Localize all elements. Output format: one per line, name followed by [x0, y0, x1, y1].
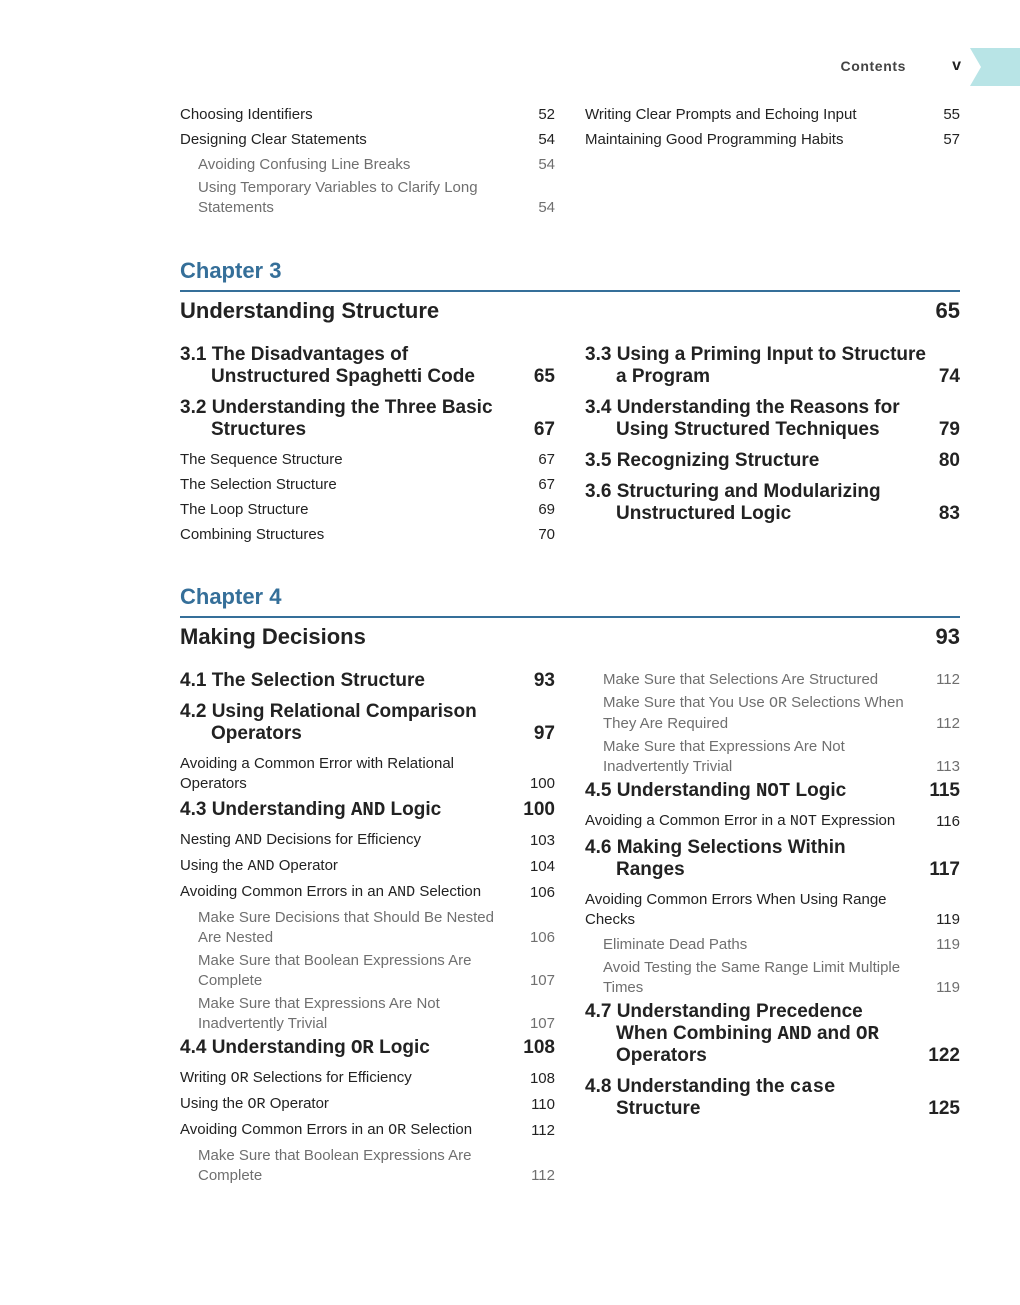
toc-top-right [585, 105, 960, 155]
toc-section[interactable]: 3.5 Recognizing Structure 80 [585, 450, 960, 471]
toc-entry[interactable]: Avoiding Common Errors in an AND Selection 106 [180, 883, 555, 901]
toc-section[interactable]: 4.1 The Selection Structure 93 [180, 670, 555, 691]
toc-entry[interactable]: Make Sure that Boolean Expressions Are Complete 112 [198, 1147, 555, 1184]
toc-section[interactable]: 3.6 Structuring and Modularizing Unstructured Logic 83 [585, 481, 960, 524]
toc-entry[interactable]: Using the OR Operator 110 [180, 1095, 555, 1113]
chapter-3-title[interactable] [180, 298, 960, 324]
toc-entry[interactable]: Nesting AND Decisions for Efficiency 103 [180, 831, 555, 849]
chapter-4-label: Chapter 4 [180, 584, 282, 609]
toc-section[interactable]: 4.2 Using Relational Comparison Operators 97 [180, 701, 555, 744]
chapter-4-page: 93 [935, 624, 960, 649]
toc-entry[interactable]: Maintaining Good Programming Habits 57 [585, 131, 960, 148]
toc-ch4-right [585, 670, 960, 1129]
chapter-4-title[interactable] [180, 624, 960, 650]
toc-section[interactable]: 4.5 Understanding NOT Logic 115 [585, 780, 960, 802]
chapter-4-rule [180, 616, 960, 618]
toc-entry[interactable]: Using the AND Operator 104 [180, 857, 555, 875]
toc-entry[interactable]: Avoiding a Common Error in a NOT Expression 116 [585, 812, 960, 830]
toc-entry[interactable]: Avoiding Confusing Line Breaks 54 [198, 156, 555, 173]
toc-section[interactable]: 3.1 The Disadvantages of Unstructured Spaghetti Code 65 [180, 344, 555, 387]
toc-section[interactable]: 3.4 Understanding the Reasons for Using Structured Techniques 79 [585, 397, 960, 440]
chapter-4-title-text: Making Decisions [180, 624, 366, 649]
toc-entry[interactable]: Writing Clear Prompts and Echoing Input 55 [585, 106, 960, 123]
toc-entry[interactable]: The Sequence Structure 67 [180, 451, 555, 468]
page-number: v [952, 57, 961, 74]
toc-entry[interactable]: Using Temporary Variables to Clarify Long Statements 54 [198, 179, 555, 216]
toc-entry[interactable]: Choosing Identifiers 52 [180, 106, 555, 123]
toc-entry[interactable]: Avoiding Common Errors in an OR Selection 112 [180, 1121, 555, 1139]
chapter-3-label: Chapter 3 [180, 258, 282, 283]
chapter-3-title-text: Understanding Structure [180, 298, 440, 323]
toc-section[interactable]: 4.4 Understanding OR Logic 108 [180, 1037, 555, 1059]
toc-section[interactable]: 4.7 Understanding Precedence When Combining AND and OR Operators 122 [585, 1001, 960, 1066]
toc-section[interactable]: 4.3 Understanding AND Logic 100 [180, 799, 555, 821]
toc-entry[interactable]: Make Sure that Selections Are Structured 112 [603, 671, 960, 688]
toc-entry[interactable]: Designing Clear Statements 54 [180, 131, 555, 148]
running-head-label: Contents [840, 58, 906, 74]
toc-entry[interactable]: Avoiding Common Errors When Using Range Checks 119 [585, 891, 960, 928]
page-tab-decoration [970, 48, 1020, 86]
toc-ch3-left [180, 344, 555, 550]
toc-top-left [180, 105, 555, 221]
toc-entry[interactable]: Make Sure that Expressions Are Not Inadvertently Trivial 113 [603, 738, 960, 775]
toc-entry[interactable]: Writing OR Selections for Efficiency 108 [180, 1069, 555, 1087]
running-head [0, 58, 1020, 86]
chapter-3-rule [180, 290, 960, 292]
toc-section[interactable]: 4.8 Understanding the case Structure 125 [585, 1076, 960, 1119]
toc-entry[interactable]: Avoiding a Common Error with Relational Operators 100 [180, 755, 555, 792]
toc-entry[interactable]: Make Sure that Boolean Expressions Are Complete 107 [198, 952, 555, 989]
toc-entry[interactable]: Eliminate Dead Paths 119 [603, 936, 960, 953]
toc-entry[interactable]: Make Sure that You Use OR Selections When They Are Required 112 [603, 694, 960, 732]
toc-ch4-left [180, 670, 555, 1189]
chapter-3-page: 65 [935, 298, 960, 323]
toc-entry[interactable]: Avoid Testing the Same Range Limit Multiple Times 119 [603, 959, 960, 996]
toc-entry[interactable]: The Loop Structure 69 [180, 501, 555, 518]
toc-entry[interactable]: Make Sure Decisions that Should Be Nested Are Nested 106 [198, 909, 555, 946]
toc-section[interactable]: 3.3 Using a Priming Input to Structure a Program 74 [585, 344, 960, 387]
toc-entry[interactable]: The Selection Structure 67 [180, 476, 555, 493]
toc-entry[interactable]: Make Sure that Expressions Are Not Inadvertently Trivial 107 [198, 995, 555, 1032]
toc-section[interactable]: 4.6 Making Selections Within Ranges 117 [585, 837, 960, 880]
toc-section[interactable]: 3.2 Understanding the Three Basic Structures 67 [180, 397, 555, 440]
toc-entry[interactable]: Combining Structures 70 [180, 526, 555, 543]
toc-ch3-right [585, 344, 960, 534]
